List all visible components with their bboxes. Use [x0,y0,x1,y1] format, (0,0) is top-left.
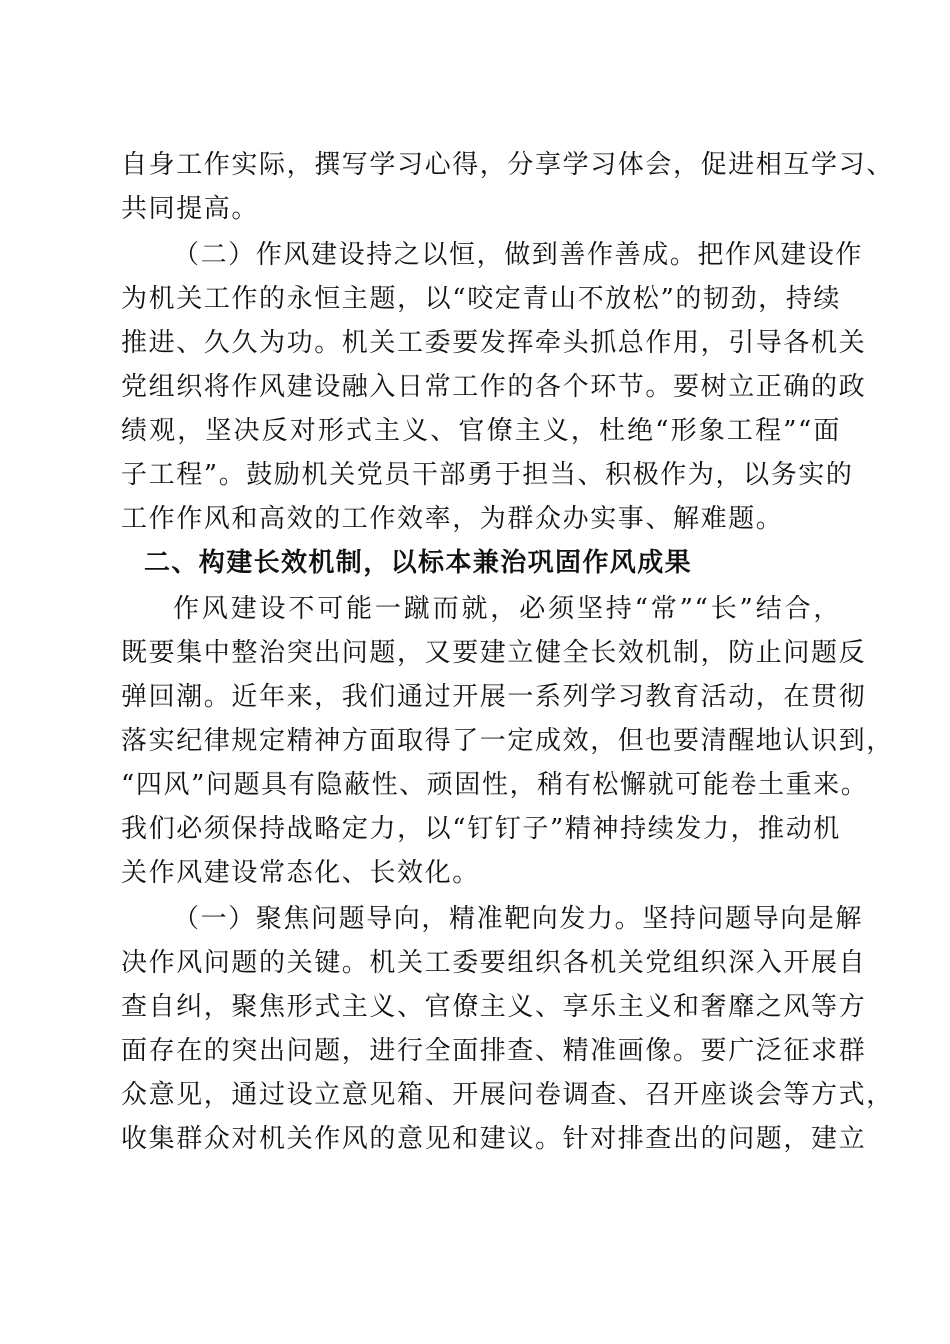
text-line: 我们必须保持战略定力，以“钉钉子”精神持续发力，推动机 [121,814,841,844]
text-line: 作风建设不可能一蹴而就，必须坚持“常”“长”结合， [173,594,841,624]
text-line: 自身工作实际，撰写学习心得，分享学习体会，促进相互学习、 [121,150,894,180]
text-line: 为机关工作的永恒主题，以“咬定青山不放松”的韧劲，持续 [121,284,841,314]
text-line: 查自纠，聚焦形式主义、官僚主义、享乐主义和奢靡之风等方 [121,992,867,1022]
text-line: 既要集中整治突出问题，又要建立健全长效机制，防止问题反 [121,638,867,668]
text-line: 推进、久久为功。机关工委要发挥牵头抓总作用，引导各机关 [121,328,867,358]
text-line: 面存在的突出问题，进行全面排查、精准画像。要广泛征求群 [121,1036,867,1066]
text-line: 工作作风和高效的工作效率，为群众办实事、解难题。 [121,504,784,534]
text-line: （一）聚焦问题导向，精准靶向发力。坚持问题导向是解 [173,904,864,934]
text-line: 收集群众对机关作风的意见和建议。针对排查出的问题，建立 [121,1124,867,1154]
text-line: 弹回潮。近年来，我们通过开展一系列学习教育活动，在贯彻 [121,682,867,712]
text-line: 决作风问题的关键。机关工委要组织各机关党组织深入开展自 [121,948,867,978]
text-line: 共同提高。 [121,194,260,224]
text-line: 绩观，坚决反对形式主义、官僚主义，杜绝“形象工程”“面 [121,416,841,446]
text-line: 关作风建设常态化、长效化。 [121,858,480,888]
text-line: 子工程”。鼓励机关党员干部勇于担当、积极作为，以务实的 [121,460,854,490]
text-line: （二）作风建设持之以恒，做到善作善成。把作风建设作 [173,240,864,270]
text-line: 落实纪律规定精神方面取得了一定成效，但也要清醒地认识到， [121,726,894,756]
text-line: “四风”问题具有隐蔽性、顽固性，稍有松懈就可能卷土重来。 [121,770,869,800]
text-line: 众意见，通过设立意见箱、开展问卷调查、召开座谈会等方式， [121,1080,894,1110]
section-heading: 二、构建长效机制，以标本兼治巩固作风成果 [144,548,693,578]
text-line: 党组织将作风建设融入日常工作的各个环节。要树立正确的政 [121,372,867,402]
